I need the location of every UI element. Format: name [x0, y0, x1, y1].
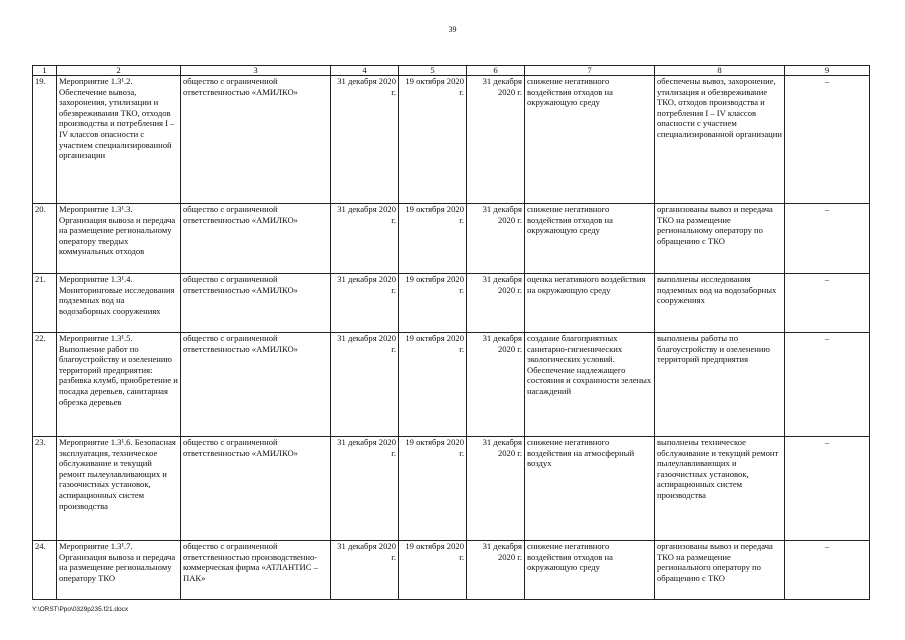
table-row	[33, 274, 870, 333]
row-number: 24.	[33, 541, 57, 600]
start-date: 19 октября 2020 г.	[399, 274, 467, 333]
achieved-result: организованы вывоз и передача ТКО на размещение регионального оператору по обращению с ТКО	[655, 541, 785, 600]
event-description: Мероприятие 1.3¹.2. Обеспечение вывоза, захоронения, утилизации и обезвреживания ТКО, отходов производства и потребления I – IV классов опасности с участием специализированной организации	[57, 76, 181, 204]
note: –	[785, 76, 870, 204]
executor: общество с ограниченной ответственностью «АМИЛКО»	[181, 274, 331, 333]
row-number: 23.	[33, 437, 57, 541]
column-header-9: 9	[785, 66, 870, 76]
deadline-date: 31 декабря 2020 г.	[331, 204, 399, 274]
file-path: Y:\ORST\Ppo\0329p235.f21.docx	[32, 606, 129, 613]
page-number: 39	[448, 25, 457, 34]
expected-result: создание благоприятных санитарно-гигиенических экологических условий. Обеспечение надлежащего состояния и сохранности зеленых насаждений	[525, 333, 655, 437]
column-header-2: 2	[57, 66, 181, 76]
table-row	[33, 437, 870, 541]
achieved-result: обеспечены вывоз, захоронение, утилизация и обезвреживание ТКО, отходов производства и потребления I – IV классов опасности с участием специализированной организации	[655, 76, 785, 204]
column-header-1: 1	[33, 66, 57, 76]
column-number-row	[33, 66, 870, 76]
row-number: 22.	[33, 333, 57, 437]
table-row	[33, 76, 870, 204]
deadline-date: 31 декабря 2020 г.	[331, 437, 399, 541]
note: –	[785, 437, 870, 541]
expected-result: снижение негативного воздействия отходов на окружающую среду	[525, 541, 655, 600]
column-header-7: 7	[525, 66, 655, 76]
note: –	[785, 204, 870, 274]
end-date: 31 декабря 2020 г.	[467, 76, 525, 204]
start-date: 19 октября 2020 г.	[399, 437, 467, 541]
deadline-date: 31 декабря 2020 г.	[331, 541, 399, 600]
start-date: 19 октября 2020 г.	[399, 76, 467, 204]
column-header-6: 6	[467, 66, 525, 76]
event-description: Мероприятие 1.3¹.7. Организация вывоза и передача на размещение региональному оператору ТКО	[57, 541, 181, 600]
column-header-4: 4	[331, 66, 399, 76]
executor: общество с ограниченной ответственностью «АМИЛКО»	[181, 204, 331, 274]
events-table	[32, 65, 870, 600]
row-number: 19.	[33, 76, 57, 204]
expected-result: снижение негативного воздействия на атмосферный воздух	[525, 437, 655, 541]
deadline-date: 31 декабря 2020 г.	[331, 76, 399, 204]
column-header-3: 3	[181, 66, 331, 76]
achieved-result: организованы вывоз и передача ТКО на размещение региональному оператору по обращению с ТКО	[655, 204, 785, 274]
executor: общество с ограниченной ответственностью производственно-коммерческая фирма «АТЛАНТИС – ПАК»	[181, 541, 331, 600]
event-description: Мероприятие 1.3¹.4. Мониторинговые исследования подземных вод на водозаборных сооружениях	[57, 274, 181, 333]
note: –	[785, 274, 870, 333]
achieved-result: выполнены работы по благоустройству и озеленению территорий предприятия	[655, 333, 785, 437]
event-description: Мероприятие 1.3¹.3. Организация вывоза и передача на размещение региональному оператору твердых коммунальных отходов	[57, 204, 181, 274]
start-date: 19 октября 2020 г.	[399, 204, 467, 274]
executor: общество с ограниченной ответственностью «АМИЛКО»	[181, 333, 331, 437]
column-header-5: 5	[399, 66, 467, 76]
note: –	[785, 541, 870, 600]
note: –	[785, 333, 870, 437]
achieved-result: выполнены исследования подземных вод на водозаборных сооружениях	[655, 274, 785, 333]
column-header-8: 8	[655, 66, 785, 76]
table-row	[33, 541, 870, 600]
table-row	[33, 333, 870, 437]
end-date: 31 декабря 2020 г.	[467, 274, 525, 333]
event-description: Мероприятие 1.3¹.6. Безопасная эксплуатация, техническое обслуживание и текущий ремонт пылеулавливающих и газоочистных установок, аспирационных систем производства	[57, 437, 181, 541]
end-date: 31 декабря 2020 г.	[467, 541, 525, 600]
end-date: 31 декабря 2020 г.	[467, 333, 525, 437]
expected-result: снижение негативного воздействия отходов на окружающую среду	[525, 204, 655, 274]
expected-result: оценка негативного воздействия на окружающую среду	[525, 274, 655, 333]
deadline-date: 31 декабря 2020 г.	[331, 333, 399, 437]
row-number: 20.	[33, 204, 57, 274]
table-row	[33, 204, 870, 274]
start-date: 19 октября 2020 г.	[399, 333, 467, 437]
expected-result: снижение негативного воздействия отходов на окружающую среду	[525, 76, 655, 204]
event-description: Мероприятие 1.3¹.5. Выполнение работ по благоустройству и озеленению территорий предприятия: разбивка клумб, приобретение и посадка деревьев, санитарная обрезка деревьев	[57, 333, 181, 437]
achieved-result: выполнены техническое обслуживание и текущий ремонт пылеулавливающих и газоочистных установок, аспирационных систем производства	[655, 437, 785, 541]
end-date: 31 декабря 2020 г.	[467, 204, 525, 274]
deadline-date: 31 декабря 2020 г.	[331, 274, 399, 333]
end-date: 31 декабря 2020 г.	[467, 437, 525, 541]
executor: общество с ограниченной ответственностью «АМИЛКО»	[181, 76, 331, 204]
executor: общество с ограниченной ответственностью «АМИЛКО»	[181, 437, 331, 541]
row-number: 21.	[33, 274, 57, 333]
start-date: 19 октября 2020 г.	[399, 541, 467, 600]
